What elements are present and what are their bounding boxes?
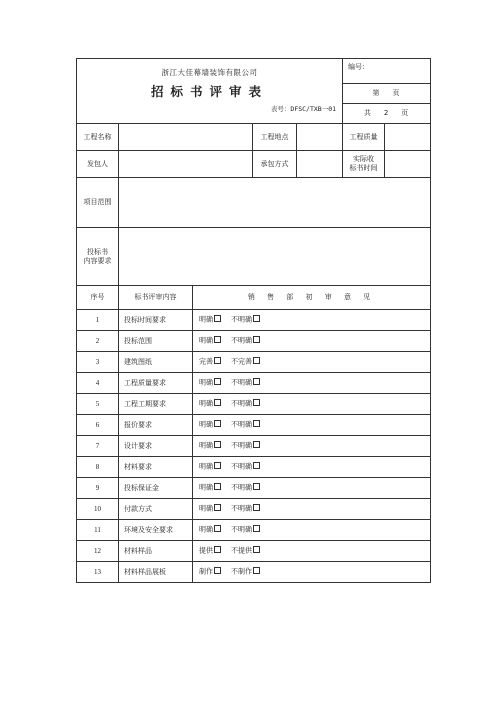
review-row [77,457,431,478]
review-row-number: 6 [77,415,119,436]
review-option-label: 明确 [199,336,213,345]
review-option-label: 不提供 [231,546,252,555]
checkbox-icon[interactable] [214,462,221,469]
review-row [77,520,431,541]
review-option[interactable] [199,462,221,471]
review-option-label: 不明确 [231,399,252,408]
scope-label: 项目范围 [77,178,119,228]
checkbox-icon[interactable] [214,357,221,364]
review-form-table [76,58,431,583]
form-header [77,59,343,124]
review-row-item: 工程工期要求 [119,394,193,415]
review-row [77,331,431,352]
review-option-label: 提供 [199,546,213,555]
checkbox-icon[interactable] [253,546,260,553]
review-option[interactable] [231,441,260,450]
review-row-number: 2 [77,331,119,352]
checkbox-icon[interactable] [214,420,221,427]
review-option-label: 明确 [199,483,213,492]
review-option-label: 明确 [199,525,213,534]
project-name-label: 工程名称 [77,124,119,151]
review-rows [77,310,431,583]
review-row-opinion [193,373,431,394]
checkbox-icon[interactable] [253,315,260,322]
review-row-number: 11 [77,520,119,541]
page-number-cell [343,84,431,104]
serial-number-cell [343,59,431,84]
review-option-label: 不明确 [231,462,252,471]
review-option[interactable] [199,378,221,387]
review-row-item: 设计要求 [119,436,193,457]
serial-number-label: 编号： [348,63,370,71]
checkbox-icon[interactable] [253,483,260,490]
contractor-value[interactable] [119,151,253,178]
review-option[interactable] [199,483,221,492]
review-row-item: 建筑图纸 [119,352,193,373]
scope-value[interactable] [119,178,431,228]
project-quality-label: 工程质量 [343,124,385,151]
checkbox-icon[interactable] [253,420,260,427]
review-option[interactable] [231,504,260,513]
review-option[interactable] [231,483,260,492]
checkbox-icon[interactable] [214,525,221,532]
review-row-number: 8 [77,457,119,478]
review-row-number: 4 [77,373,119,394]
checkbox-icon[interactable] [253,441,260,448]
review-row-opinion [193,331,431,352]
checkbox-icon[interactable] [253,567,260,574]
review-row-opinion [193,499,431,520]
actual-receive-label-line2: 标书时间 [349,164,378,172]
review-row-item: 报价要求 [119,415,193,436]
checkbox-icon[interactable] [214,546,221,553]
company-name: 浙江大佳幕墙装饰有限公司 [161,68,258,78]
review-row-number: 10 [77,499,119,520]
review-row [77,373,431,394]
review-row [77,562,431,583]
col-header-opinion: 销 售 部 初 审 意 见 [193,286,431,310]
review-row-item: 材料要求 [119,457,193,478]
form-number: 表号：DFSC/TXB一01 [270,105,337,114]
review-row [77,352,431,373]
review-option[interactable] [231,336,260,345]
review-row-number: 1 [77,310,119,331]
review-row-opinion [193,352,431,373]
review-option[interactable] [199,336,221,345]
review-row-opinion [193,310,431,331]
review-option-label: 明确 [199,462,213,471]
review-row [77,394,431,415]
review-row-opinion [193,415,431,436]
checkbox-icon[interactable] [253,336,260,343]
review-row-item: 环境及安全要求 [119,520,193,541]
review-option-label: 明确 [199,399,213,408]
review-row [77,310,431,331]
checkbox-icon[interactable] [214,483,221,490]
review-option-label: 明确 [199,441,213,450]
total-prefix: 共 [363,109,372,118]
review-row-opinion [193,541,431,562]
review-row-opinion [193,394,431,415]
total-pages-cell [343,104,431,124]
review-option-label: 不制作 [231,567,252,576]
review-row-item: 材料样品展板 [119,562,193,583]
review-row [77,478,431,499]
review-row-item: 投标时间要求 [119,310,193,331]
project-site-label: 工程地点 [253,124,297,151]
col-header-no: 序号 [77,286,119,310]
review-row-item: 付款方式 [119,499,193,520]
review-option[interactable] [199,441,221,450]
review-option[interactable] [231,525,260,534]
review-row-opinion [193,520,431,541]
checkbox-icon[interactable] [214,441,221,448]
requirements-label-line2: 内容要求 [83,256,112,265]
contract-mode-value[interactable] [297,151,343,178]
review-option-label: 不完善 [231,357,252,366]
review-row [77,415,431,436]
review-row-opinion [193,478,431,499]
requirements-label-line1: 投标书 [87,247,108,256]
review-row-number: 5 [77,394,119,415]
review-option-label: 完善 [199,357,213,366]
checkbox-icon[interactable] [214,567,221,574]
page-prefix: 第 [372,89,381,98]
review-option[interactable] [231,357,260,366]
total-value: 2 [383,109,390,118]
review-option[interactable] [231,462,260,471]
requirements-label [77,228,119,286]
review-row-item: 材料样品 [119,541,193,562]
review-option-label: 不明确 [231,504,252,513]
requirements-value[interactable] [119,228,431,286]
checkbox-icon[interactable] [214,336,221,343]
review-option-label: 明确 [199,504,213,513]
review-row-number: 9 [77,478,119,499]
review-option[interactable] [199,399,221,408]
page-suffix: 页 [392,89,401,98]
review-option-label: 不明确 [231,441,252,450]
checkbox-icon[interactable] [253,462,260,469]
review-option[interactable] [199,420,221,429]
review-option[interactable] [199,525,221,534]
total-suffix: 页 [401,109,410,118]
review-row-opinion [193,562,431,583]
review-option-label: 明确 [199,378,213,387]
actual-receive-label-line1: 实际收 [353,155,375,164]
checkbox-icon[interactable] [253,378,260,385]
review-option-label: 不明确 [231,378,252,387]
review-option-label: 明确 [199,315,213,324]
col-header-content: 标书评审内容 [119,286,193,310]
contract-mode-label: 承包方式 [253,151,297,178]
review-option[interactable] [231,315,260,324]
checkbox-icon[interactable] [253,357,260,364]
checkbox-icon[interactable] [214,315,221,322]
review-option[interactable] [231,546,260,555]
review-option-label: 不明确 [231,315,252,324]
review-row-item: 工程质量要求 [119,373,193,394]
review-row-number: 12 [77,541,119,562]
review-option-label: 不明确 [231,420,252,429]
project-quality-value[interactable] [385,124,431,151]
form-title: 招标书评审表 [151,83,269,99]
review-option[interactable] [231,567,260,576]
checkbox-icon[interactable] [253,525,260,532]
actual-receive-label [343,151,385,178]
review-option[interactable] [231,378,260,387]
review-row-number: 3 [77,352,119,373]
review-row [77,541,431,562]
review-row-item: 投标保证金 [119,478,193,499]
contractor-label: 发包人 [77,151,119,178]
review-row-opinion [193,436,431,457]
review-option[interactable] [231,399,260,408]
checkbox-icon[interactable] [214,378,221,385]
checkbox-icon[interactable] [214,399,221,406]
review-option-label: 不明确 [231,525,252,534]
review-option[interactable] [199,546,221,555]
review-option-label: 不明确 [231,483,252,492]
checkbox-icon[interactable] [253,504,260,511]
review-row-item: 投标范围 [119,331,193,352]
review-option[interactable] [231,420,260,429]
review-option[interactable] [199,567,221,576]
review-option[interactable] [199,504,221,513]
project-name-value[interactable] [119,124,253,151]
review-option[interactable] [199,315,221,324]
review-row [77,436,431,457]
review-row-opinion [193,457,431,478]
review-row [77,499,431,520]
actual-receive-value[interactable] [385,151,431,178]
review-option-label: 制作 [199,567,213,576]
review-row-number: 13 [77,562,119,583]
review-option-label: 明确 [199,420,213,429]
review-option[interactable] [199,357,221,366]
checkbox-icon[interactable] [253,399,260,406]
review-option-label: 不明确 [231,336,252,345]
checkbox-icon[interactable] [214,504,221,511]
review-row-number: 7 [77,436,119,457]
review-form-sheet [76,58,430,583]
project-site-value[interactable] [297,124,343,151]
